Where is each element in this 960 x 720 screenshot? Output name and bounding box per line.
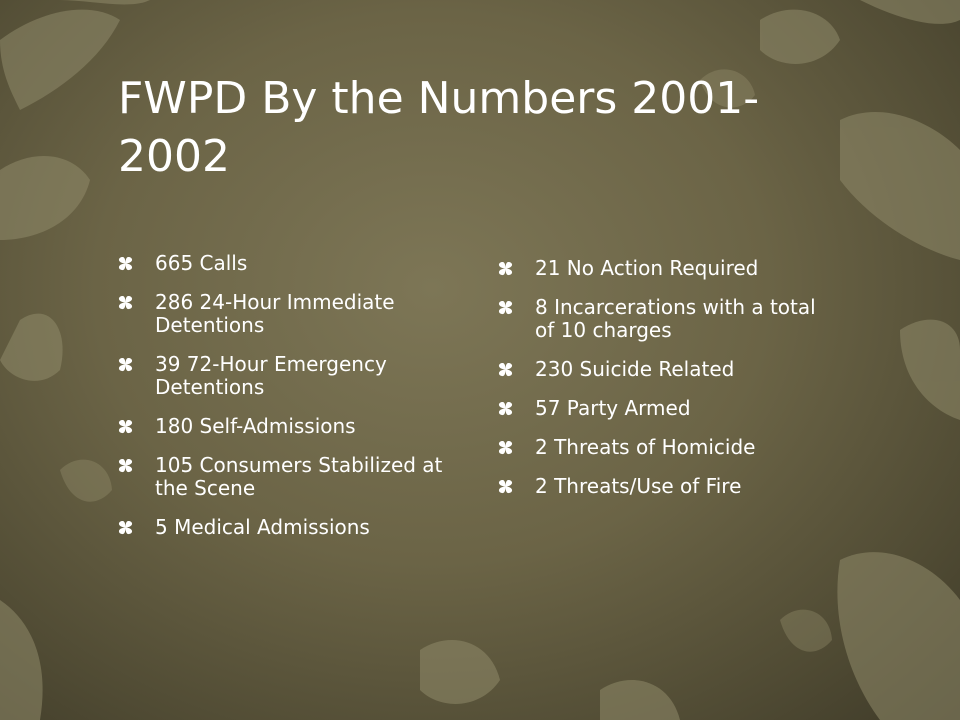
- right-bullet-list: [498, 257, 838, 514]
- list-item: [118, 454, 458, 500]
- list-item: [118, 516, 458, 539]
- list-item: [498, 397, 838, 420]
- quatrefoil-bullet-icon: [498, 440, 513, 455]
- quatrefoil-bullet-icon: [498, 261, 513, 276]
- list-item: [118, 291, 458, 337]
- quatrefoil-bullet-icon: [118, 520, 133, 535]
- list-item: [118, 252, 458, 275]
- quatrefoil-bullet-icon: [498, 300, 513, 315]
- list-item-text: 8 Incarcerations with a total of 10 charges: [535, 295, 816, 342]
- list-item: [498, 436, 838, 459]
- list-item-text: 230 Suicide Related: [535, 357, 735, 381]
- list-item-text: 57 Party Armed: [535, 396, 691, 420]
- list-item-text: 105 Consumers Stabilized at the Scene: [155, 453, 443, 500]
- quatrefoil-bullet-icon: [118, 256, 133, 271]
- quatrefoil-bullet-icon: [118, 419, 133, 434]
- left-bullet-list: [118, 252, 458, 555]
- list-item-text: 21 No Action Required: [535, 256, 759, 280]
- list-item-text: 286 24-Hour Immediate Detentions: [155, 290, 395, 337]
- quatrefoil-bullet-icon: [498, 401, 513, 416]
- list-item-text: 2 Threats/Use of Fire: [535, 474, 742, 498]
- list-item: [118, 415, 458, 438]
- list-item: [498, 475, 838, 498]
- quatrefoil-bullet-icon: [498, 362, 513, 377]
- quatrefoil-bullet-icon: [498, 479, 513, 494]
- list-item-text: 665 Calls: [155, 251, 248, 275]
- list-item-text: 39 72-Hour Emergency Detentions: [155, 352, 387, 399]
- list-item: [498, 358, 838, 381]
- slide-title: [118, 70, 858, 186]
- quatrefoil-bullet-icon: [118, 458, 133, 473]
- quatrefoil-bullet-icon: [118, 357, 133, 372]
- list-item-text: 5 Medical Admissions: [155, 515, 370, 539]
- list-item-text: 2 Threats of Homicide: [535, 435, 756, 459]
- list-item-text: 180 Self-Admissions: [155, 414, 356, 438]
- list-item: [118, 353, 458, 399]
- slide-title-text: FWPD By the Numbers 2001- 2002: [118, 73, 760, 182]
- list-item: [498, 257, 838, 280]
- list-item: [498, 296, 838, 342]
- quatrefoil-bullet-icon: [118, 295, 133, 310]
